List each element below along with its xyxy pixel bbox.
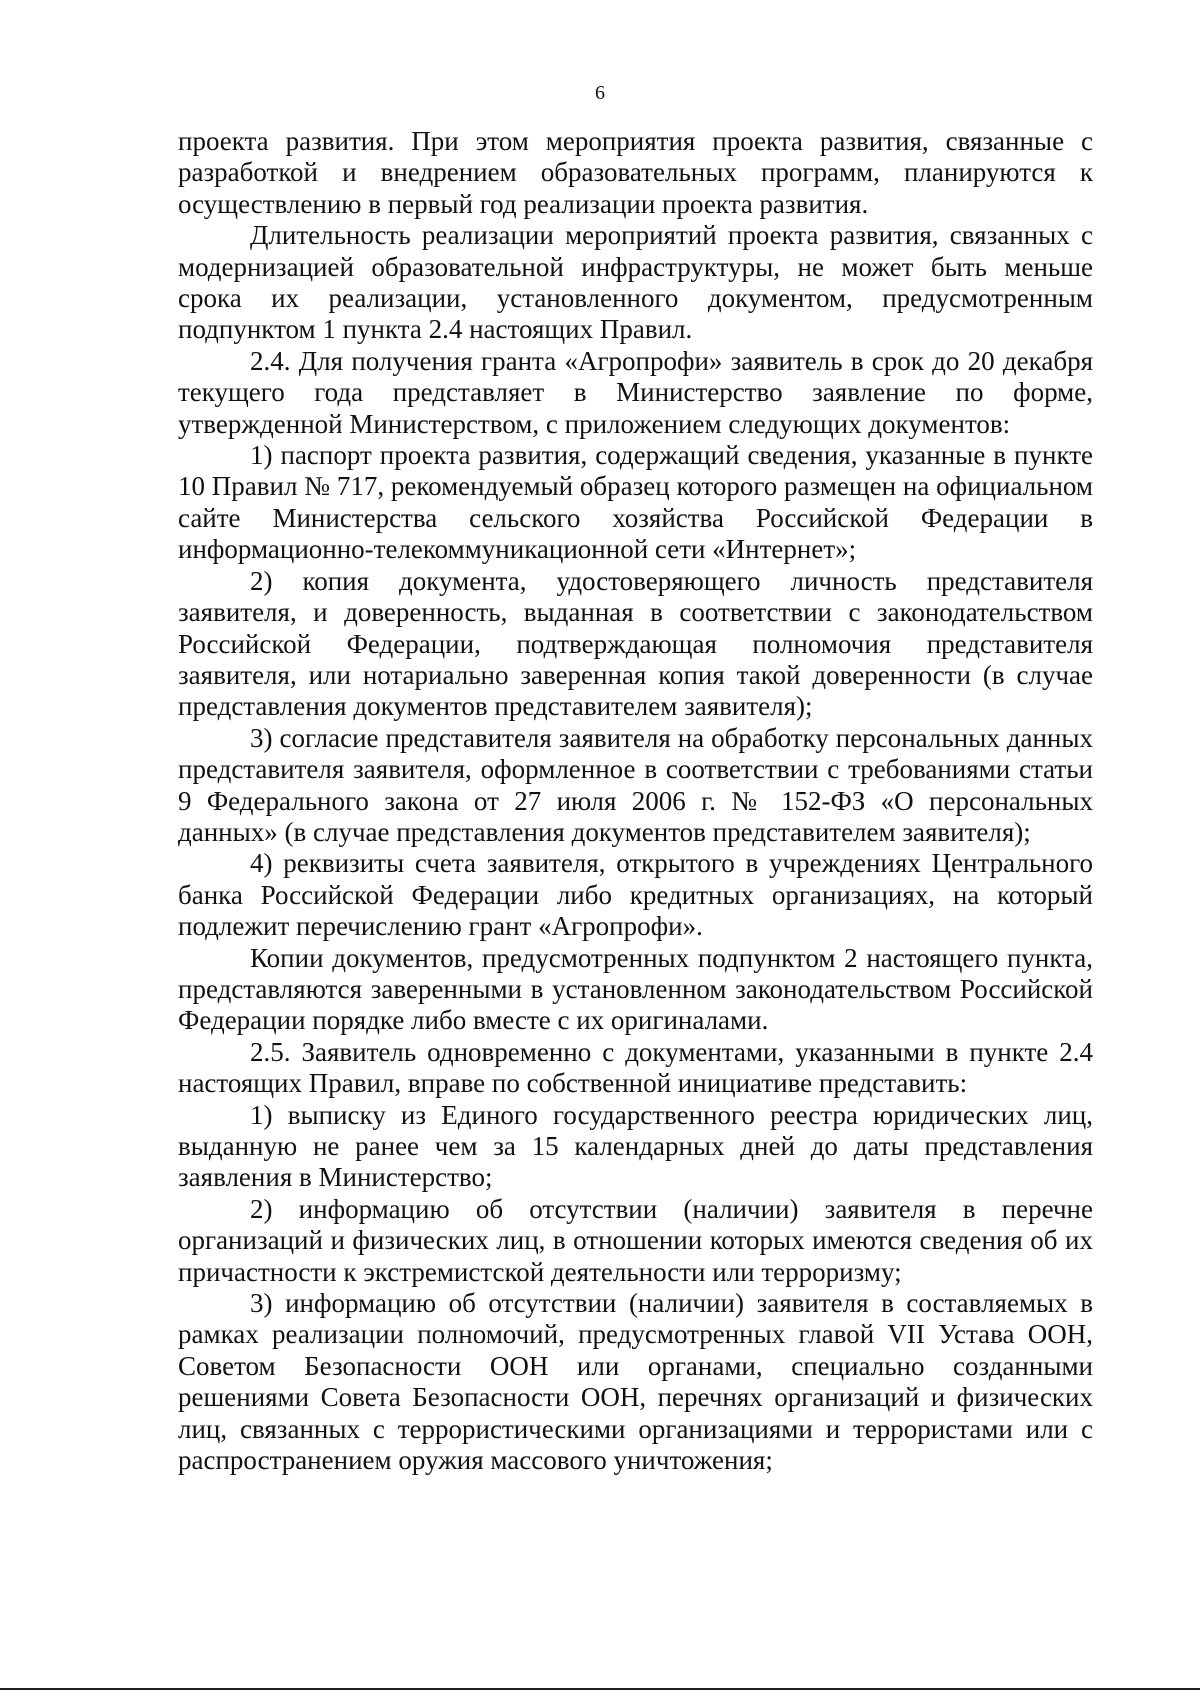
paragraph-2-5: 2.5. Заявитель одновременно с документами, указанными в пункте 2.4 настоящих Правил, вправе по собственной инициативе представить: xyxy=(178,1036,1093,1099)
list-item-2-5-2: 2) информацию об отсутствии (наличии) заявителя в перечне организаций и физических лиц, в отношении которых имеются сведения об их причастности к экстремистской деятельности или терроризму; xyxy=(178,1193,1093,1287)
list-item-2-4-3: 3) согласие представителя заявителя на обработку персональных данных представителя заявителя, оформленное в соответствии с требованиями статьи 9 Федерального закона от 27 июля 2006 г. № 152-ФЗ «О персональных данных» (в случае представления документов представителем заявителя); xyxy=(178,722,1093,847)
paragraph-copies: Копии документов, предусмотренных подпунктом 2 настоящего пункта, представляются заверенными в установленном законодательством Российской Федерации порядке либо вместе с их оригиналами. xyxy=(178,942,1093,1036)
document-body xyxy=(178,126,1093,1476)
list-item-2-5-1: 1) выписку из Единого государственного реестра юридических лиц, выданную не ранее чем за 15 календарных дней до даты представления заявления в Министерство; xyxy=(178,1099,1093,1193)
paragraph-intro-continuation: проекта развития. При этом мероприятия проекта развития, связанные с разработкой и внедрением образовательных программ, планируются к осуществлению в первый год реализации проекта развития. xyxy=(178,126,1093,219)
paragraph-2-4: 2.4. Для получения гранта «Агропрофи» заявитель в срок до 20 декабря текущего года представляет в Министерство заявление по форме, утвержденной Министерством, с приложением следующих документов: xyxy=(178,345,1093,439)
list-item-2-5-3: 3) информацию об отсутствии (наличии) заявителя в составляемых в рамках реализации полномочий, предусмотренных главой VII Устава ООН, Советом Безопасности ООН или органами, специально созданными решениями Совета Безопасности ООН, перечнях организаций и физических лиц, связанных с террористическими организациями и террористами или с распространением оружия массового уничтожения; xyxy=(178,1288,1093,1476)
list-item-2-4-1: 1) паспорт проекта развития, содержащий сведения, указанные в пункте 10 Правил № 717, рекомендуемый образец которого размещен на официальном сайте Министерства сельского хозяйства Российской Федерации в информационно-телекоммуникационной сети «Интернет»; xyxy=(178,440,1093,565)
list-item-2-4-2: 2) копия документа, удостоверяющего личность представителя заявителя, и доверенность, выданная в соответствии с законодательством Российской Федерации, подтверждающая полномочия представителя заявителя, или нотариально заверенная копия такой доверенности (в случае представления документов представителем заявителя); xyxy=(178,565,1093,722)
scan-edge-line xyxy=(0,1688,1200,1690)
paragraph-duration: Длительность реализации мероприятий проекта развития, связанных с модернизацией образовательной инфраструктуры, не может быть меньше срока их реализации, установленного документом, предусмотренным подпунктом 1 пункта 2.4 настоящих Правил. xyxy=(178,220,1093,345)
list-item-2-4-4: 4) реквизиты счета заявителя, открытого в учреждениях Центрального банка Российской Федерации либо кредитных организациях, на который подлежит перечислению грант «Агропрофи». xyxy=(178,848,1093,942)
page-number: 6 xyxy=(595,82,605,104)
